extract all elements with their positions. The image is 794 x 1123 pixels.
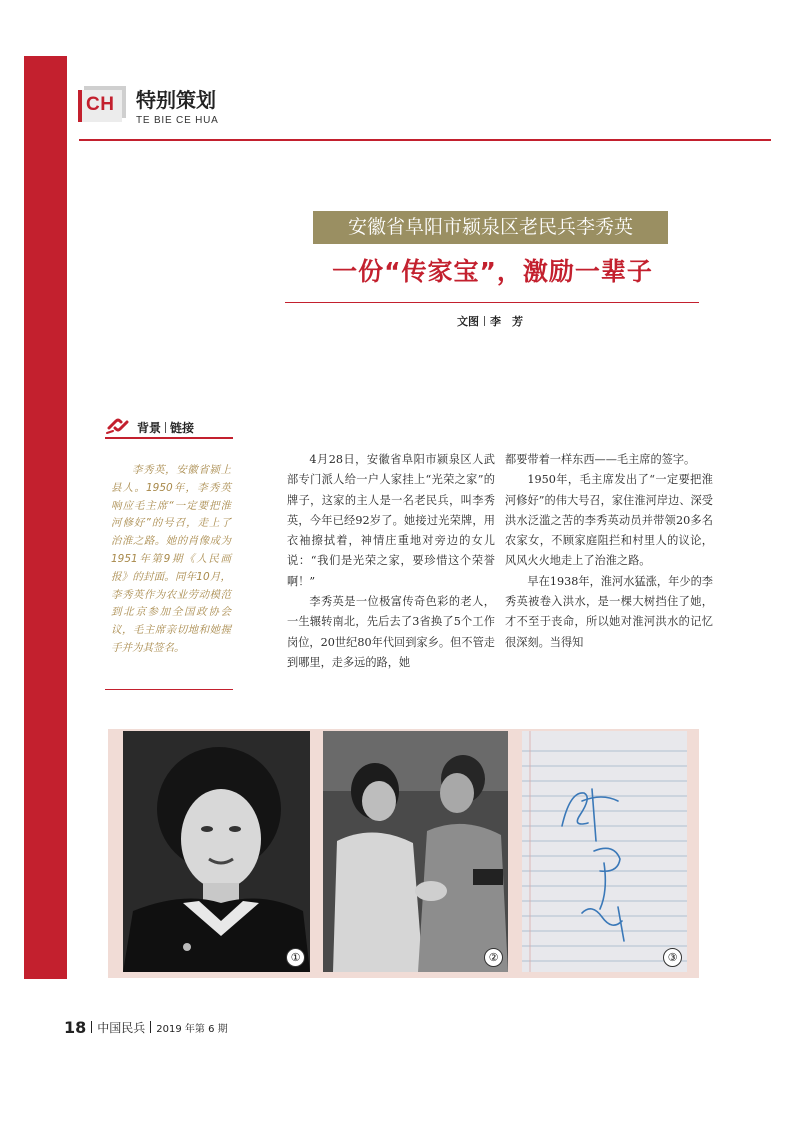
photo-number: ① — [286, 948, 305, 967]
section-badge-label: CH — [86, 94, 115, 115]
magazine-name: 中国民兵 — [97, 1021, 146, 1035]
chain-link-icon — [105, 414, 131, 436]
article-subhead: 安徽省阜阳市颍泉区老民兵李秀英 — [313, 211, 668, 244]
header-divider — [79, 139, 771, 141]
body-column-2 — [505, 450, 713, 653]
sidebar-top-rule — [105, 437, 233, 439]
headline-divider — [285, 302, 699, 303]
body-column-1 — [287, 450, 495, 673]
section-badge — [78, 86, 126, 122]
left-red-margin-bar — [24, 56, 67, 979]
photo-number: ③ — [663, 948, 682, 967]
portrait-photo-icon — [123, 731, 310, 972]
sidebar-header — [105, 414, 233, 436]
article-headline: 一份“传家宝”，激励一辈子 — [332, 257, 653, 286]
section-title: 特别策划 — [136, 88, 216, 112]
section-pinyin: TE BIE CE HUA — [136, 115, 219, 126]
paragraph: 都要带着一样东西——毛主席的签字。 — [505, 453, 696, 466]
paragraph: 4月28日，安徽省阜阳市颍泉区人武部专门派人给一户人家挂上“光荣之家”的牌子，这家的主人是一名老民兵，叫李秀英，今年已经92岁了。她接过光荣牌，用衣袖擦拭着，神情庄重地对旁边的女儿说：“我们是光荣之家，要珍惜这个荣誉啊！” — [287, 453, 495, 588]
page-number: 18 — [64, 1018, 87, 1037]
signature-photo — [522, 731, 687, 972]
handshake-photo-icon — [323, 731, 508, 972]
photo-number: ② — [484, 948, 503, 967]
sidebar-bottom-rule — [105, 689, 233, 690]
signature-photo-icon — [522, 731, 687, 972]
byline-author: 李 芳 — [490, 315, 523, 328]
issue-info: 2019 年第 6 期 — [156, 1024, 228, 1035]
paragraph: 李秀英是一位极富传奇色彩的老人，一生辗转南北，先后去了3省换了5个工作岗位，20世纪80年代回到家乡。但不管走到哪里，走多远的路，她 — [287, 595, 495, 669]
paragraph: 早在1938年，淮河水猛涨，年少的李秀英被卷入洪水，是一棵大树挡住了她，才不至于丧命，所以她对淮河洪水的记忆很深刻。当得知 — [505, 574, 713, 649]
sidebar-body: 李秀英，安徽省颍上县人。1950年，李秀英响应毛主席“一定要把淮河修好”的号召，走上了治淮之路。她的肖像成为1951年第9期《人民画报》的封面。同年10月，李秀英作为农业劳动模范到北京参加全国政协会议，毛主席亲切地和她握手并为其签名。 — [111, 464, 231, 654]
paragraph: 1950年，毛主席发出了“一定要把淮河修好”的伟大号召，家住淮河岸边、深受洪水泛滥之苦的李秀英动员并带领20多名农家女，不顾家庭阻拦和村里人的议论，风风火火地走上了治淮之路。 — [505, 473, 713, 568]
byline-label: 文图 — [457, 315, 479, 328]
sidebar-title-background: 背景 — [137, 421, 162, 435]
sidebar-title-link: 链接 — [170, 421, 195, 435]
page-footer — [64, 1017, 228, 1037]
portrait-photo — [123, 731, 310, 972]
byline — [380, 313, 600, 329]
handshake-photo — [323, 731, 508, 972]
